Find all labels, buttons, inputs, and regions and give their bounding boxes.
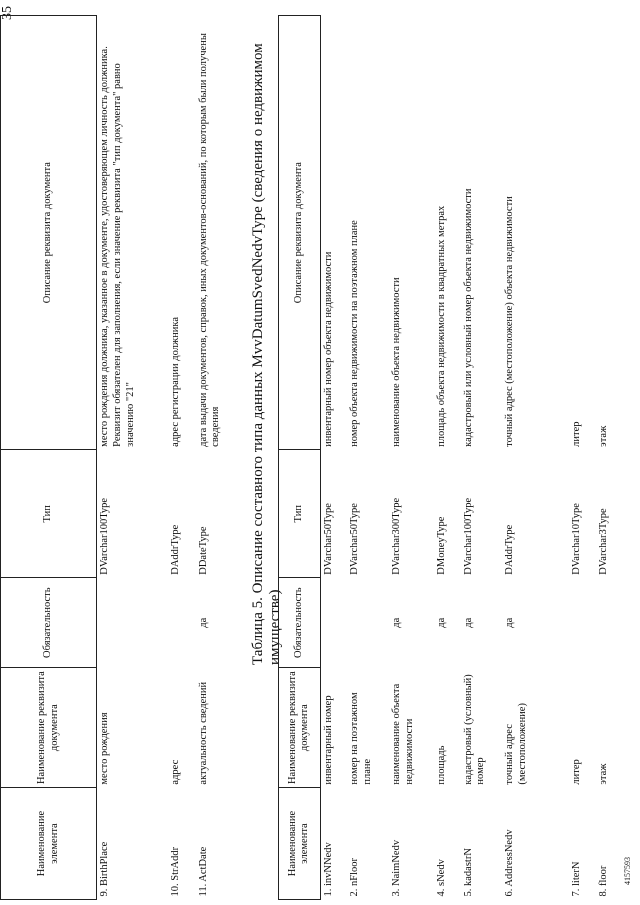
t2-header-req: Наименование реквизита документа xyxy=(279,668,321,788)
row-num: 7. xyxy=(570,888,582,897)
row-name: StrAddr xyxy=(170,846,182,881)
row-mand: да xyxy=(435,617,447,628)
row-mand xyxy=(168,578,195,668)
row-desc: площадь объекта недвижимости в квадратных метрах xyxy=(435,205,447,447)
row-desc: литер xyxy=(570,421,582,447)
row-mand xyxy=(596,578,623,668)
table-row xyxy=(389,16,433,900)
row-req: инвентарный номер xyxy=(322,695,334,785)
row-req: литер xyxy=(570,759,582,785)
row-num: 1. xyxy=(322,888,334,897)
row-name: NaimNedv xyxy=(391,839,403,886)
row-desc: кадастровый или условный номер объекта недвижимости xyxy=(462,188,474,447)
t1-header-desc: Описание реквизита документа xyxy=(1,16,97,450)
row-type: DDateType xyxy=(197,526,209,575)
page-number: 35 xyxy=(0,6,15,20)
row-desc: место рождения должника, указанное в документе, удостоверяющем личность должника. Реквизит обязателен для заполнения, если значение реквизита "тип документа" равно значению "21" xyxy=(99,46,136,447)
table-row xyxy=(502,16,568,900)
row-num: 5. xyxy=(462,888,474,897)
row-req: место рождения xyxy=(99,712,111,785)
row-num: 8. xyxy=(597,888,609,897)
row-mand xyxy=(97,578,169,668)
row-num: 11. xyxy=(197,883,209,897)
table-row xyxy=(461,16,503,900)
footer-code: 4157593 xyxy=(623,857,632,885)
t1-header-req: Наименование реквизита документа xyxy=(1,668,97,788)
row-num: 10. xyxy=(170,883,182,897)
row-name: AddressNedv xyxy=(504,829,516,887)
table-2 xyxy=(278,15,623,900)
row-name: literN xyxy=(570,861,582,886)
row-num: 2. xyxy=(349,888,361,897)
row-req: точный адрес (местоположение) xyxy=(504,703,528,785)
row-desc: инвентарный номер объекта недвижимости xyxy=(322,251,334,447)
row-type: DVarchar50Type xyxy=(349,503,361,575)
row-mand xyxy=(569,578,596,668)
row-mand: да xyxy=(504,617,516,628)
t2-header-name: Наименование элемента xyxy=(279,788,321,900)
row-desc: дата выдачи документов, справок, иных документов-оснований, по которым были получены сведения xyxy=(197,33,222,447)
row-num: 3. xyxy=(391,888,403,897)
row-req: актуальность сведений xyxy=(197,681,209,785)
t2-header-desc: Описание реквизита документа xyxy=(279,16,321,450)
row-mand: да xyxy=(197,617,209,628)
row-mand xyxy=(320,578,347,668)
row-req: площадь xyxy=(435,745,447,785)
row-name: kadastrN xyxy=(462,848,474,886)
row-num: 9. xyxy=(99,888,111,897)
row-name: nFloor xyxy=(349,857,361,886)
t1-header-mand: Обязательность xyxy=(1,578,97,668)
row-type: DAddrType xyxy=(170,524,182,575)
t2-header-type: Тип xyxy=(279,450,321,578)
row-mand: да xyxy=(462,617,474,628)
row-desc: адрес регистрации должника xyxy=(170,316,182,447)
row-type: DVarchar3Type xyxy=(597,508,609,575)
t1-header-type: Тип xyxy=(1,450,97,578)
row-desc: точный адрес (местоположение) объекта недвижимости xyxy=(504,196,516,447)
table-row xyxy=(320,16,347,900)
row-type: DMoneyType xyxy=(435,516,447,575)
row-type: DVarchar100Type xyxy=(99,497,111,575)
row-type: DVarchar100Type xyxy=(462,497,474,575)
row-mand xyxy=(347,578,389,668)
row-num: 4. xyxy=(435,888,447,897)
table-row xyxy=(569,16,596,900)
row-name: BirthPlace xyxy=(99,841,111,886)
row-req: наименование объекта недвижимости xyxy=(391,683,415,785)
row-type: DAddrType xyxy=(504,524,516,575)
row-desc: номер объекта недвижимости на поэтажном плане xyxy=(349,220,361,447)
t1-header-name: Наименование элемента xyxy=(1,788,97,900)
row-req: кадастровый (условный) номер xyxy=(462,674,487,785)
row-desc: наименование объекта недвижимости xyxy=(391,277,403,447)
row-name: invNNedv xyxy=(322,842,334,886)
table-row xyxy=(596,16,623,900)
row-name: ActDate xyxy=(197,846,209,882)
table-row xyxy=(97,16,169,900)
row-type: DVarchar50Type xyxy=(322,503,334,575)
table-row xyxy=(434,16,461,900)
row-desc: этаж xyxy=(597,425,609,447)
table-row xyxy=(168,16,195,900)
row-req: адрес xyxy=(170,759,182,785)
table-row xyxy=(196,16,245,900)
row-req: номер на поэтажном плане xyxy=(349,692,373,785)
row-num: 6. xyxy=(504,888,516,897)
row-mand: да xyxy=(391,617,403,628)
row-type: DVarchar10Type xyxy=(570,503,582,575)
row-req: этаж xyxy=(597,763,609,785)
row-name: floor xyxy=(597,865,609,886)
table-row xyxy=(347,16,389,900)
row-name: sNedv xyxy=(435,859,447,886)
row-type: DVarchar300Type xyxy=(391,497,403,575)
t2-header-mand: Обязательность xyxy=(279,578,321,668)
table-title: Таблица 5. Описание составного типа данных MvvDatumSvedNedvType (сведения о недвижимом имуществе) xyxy=(250,43,283,665)
table-1 xyxy=(0,15,245,900)
